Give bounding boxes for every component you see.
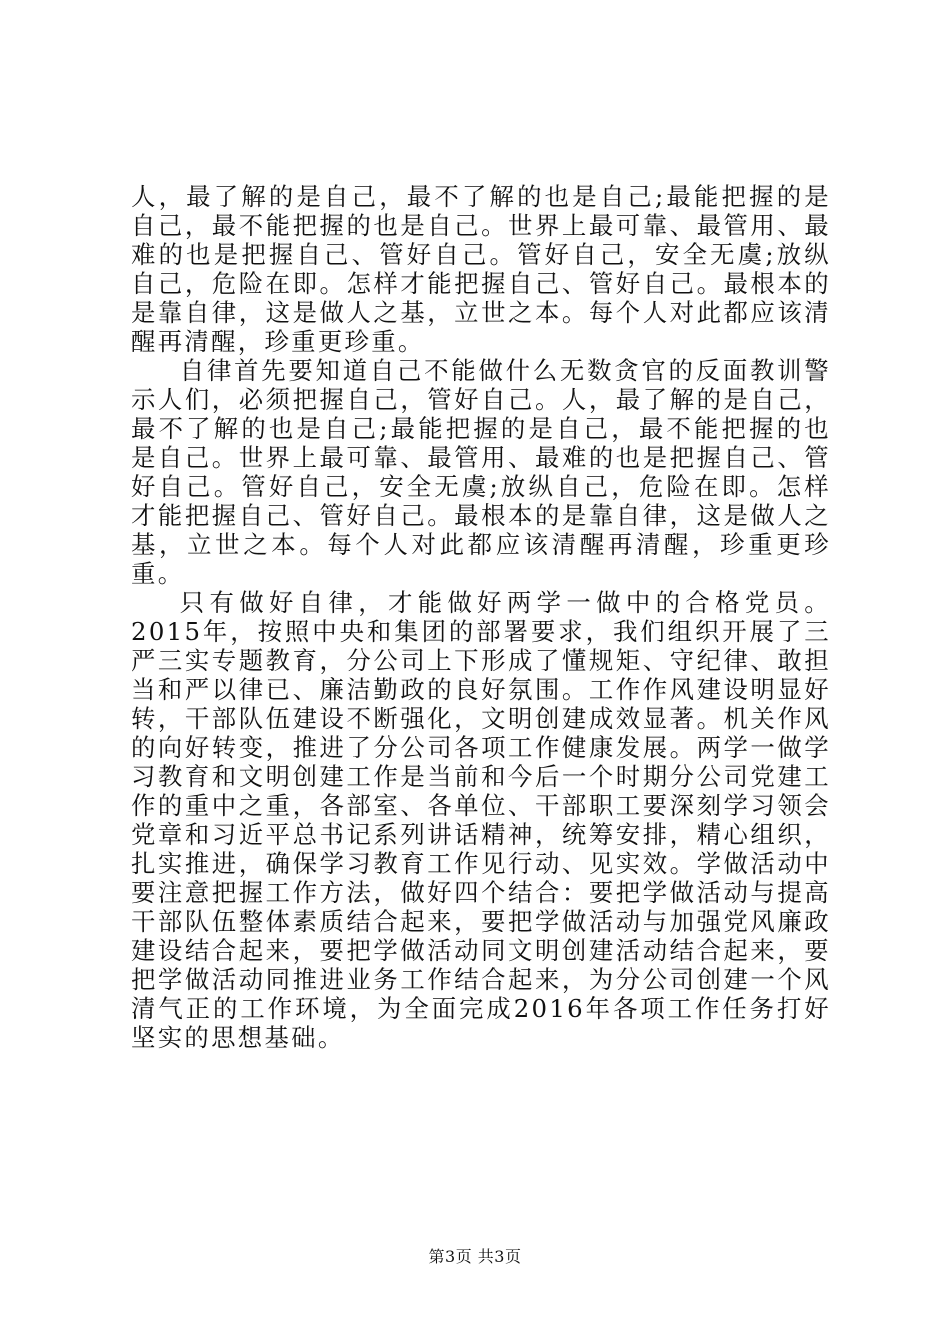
paragraph-3: 只有做好自律，才能做好两学一做中的合格党员。2015年，按照中央和集团的部署要求，我们组织开展了三严三实专题教育，分公司上下形成了懂规矩、守纪律、敢担当和严以律已、廉洁勤政的良好氛围。工作作风建设明显好转，干部队伍建设不断强化，文明创建成效显著。机关作风的向好转变，推进了分公司各项工作健康发展。两学一做学习教育和文明创建工作是当前和今后一个时期分公司党建工作的重中之重，各部室、各单位、干部职工要深刻学习领会党章和习近平总书记系列讲话精神，统筹安排，精心组织，扎实推进，确保学习教育工作见行动、见实效。学做活动中要注意把握工作方法，做好四个结合：要把学做活动与提高干部队伍整体素质结合起来，要把学做活动与加强党风廉政建设结合起来，要把学做活动同文明创建活动结合起来，要把学做活动同推进业务工作结合起来，为分公司创建一个风清气正的工作环境，为全面完成2016年各项工作任务打好坚实的思想基础。: [131, 588, 831, 1052]
page-footer: 第3页 共3页: [428, 1247, 522, 1266]
document-body: [131, 182, 831, 1052]
paragraph-1: 人，最了解的是自己，最不了解的也是自己;最能把握的是自己，最不能把握的也是自己。世界上最可靠、最管用、最难的也是把握自己、管好自己。管好自己，安全无虞;放纵自己，危险在即。怎样才能把握自己、管好自己。最根本的是靠自律，这是做人之基，立世之本。每个人对此都应该清醒再清醒，珍重更珍重。: [131, 182, 831, 356]
paragraph-2: 自律首先要知道自己不能做什么无数贪官的反面教训警示人们，必须把握自己，管好自己。人，最了解的是自己，最不了解的也是自己;最能把握的是自己，最不能把握的也是自己。世界上最可靠、最管用、最难的也是把握自己、管好自己。管好自己，安全无虞;放纵自己，危险在即。怎样才能把握自己、管好自己。最根本的是靠自律，这是做人之基，立世之本。每个人对此都应该清醒再清醒，珍重更珍重。: [131, 356, 831, 588]
